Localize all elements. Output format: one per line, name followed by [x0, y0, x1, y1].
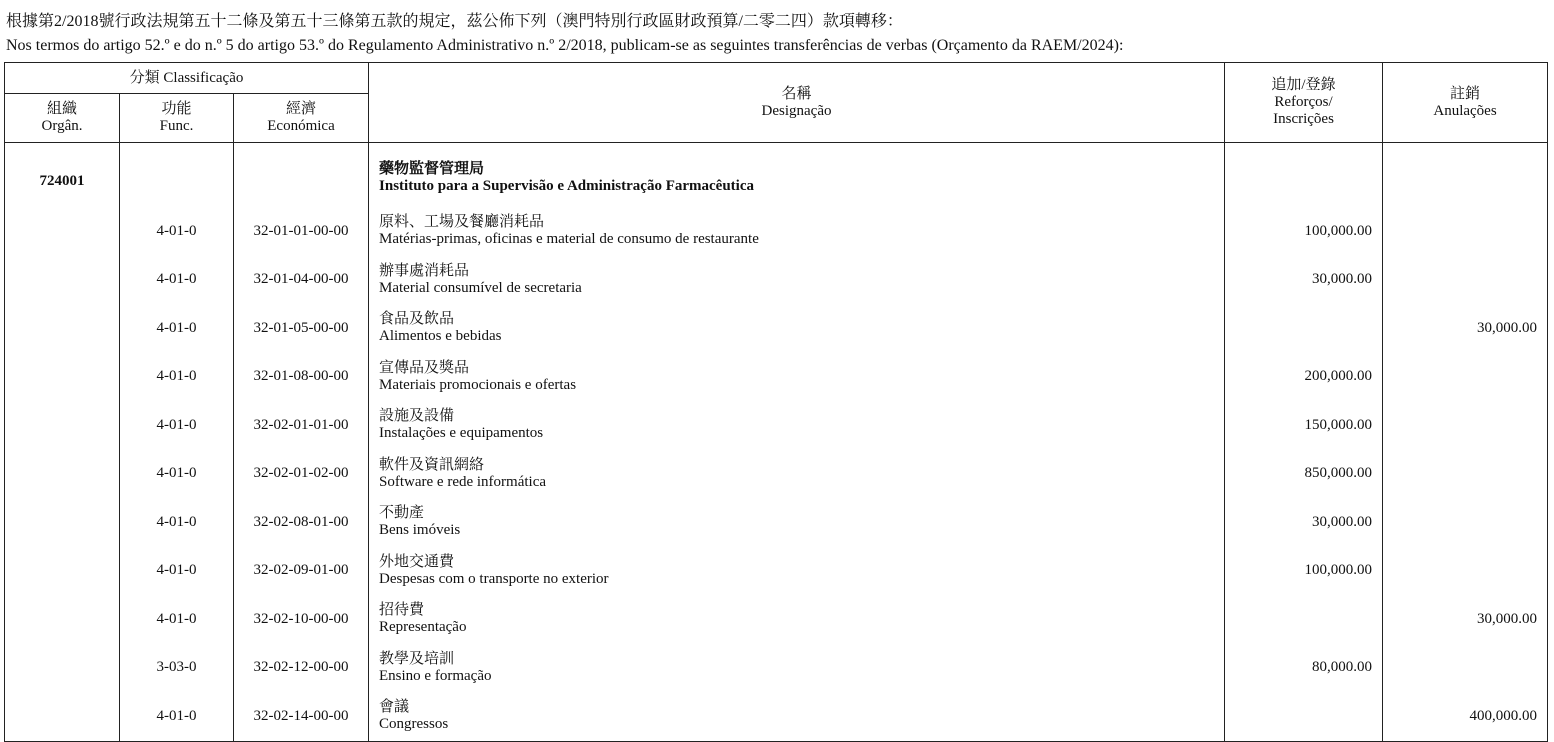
funcional-code: 4-01-0: [120, 353, 234, 402]
header-funcional-zh: 功能: [161, 101, 192, 117]
designacao-cell: [369, 692, 1225, 741]
designacao-pt: Material consumível de secretaria: [379, 279, 582, 296]
header-classificacao: 分類 Classificação: [5, 63, 369, 94]
table-row: [5, 644, 1548, 693]
header-reforcos-zh: 追加/登錄: [1271, 77, 1336, 93]
reforco-amount: 30,000.00: [1225, 498, 1383, 547]
organica-cell: [5, 401, 120, 450]
intro-text-portuguese: Nos termos do artigo 52.º e do n.º 5 do artigo 53.º do Regulamento Administrativo n.º 2/2018, publicam-se as seguintes transferências de verbas (Orçamento da RAEM/2024):: [6, 37, 1124, 54]
header-economica-zh: 經濟: [286, 101, 317, 117]
reforco-amount: [1225, 595, 1383, 644]
funcional-code: 4-01-0: [120, 256, 234, 305]
table-row: [5, 401, 1548, 450]
table-row: [5, 450, 1548, 499]
economica-code: 32-01-08-00-00: [234, 353, 369, 402]
anulacao-amount: [1383, 207, 1548, 256]
header-reforcos: [1225, 63, 1383, 143]
organism-row: [5, 143, 1548, 208]
header-designacao: [369, 63, 1225, 143]
anulacao-amount: [1383, 401, 1548, 450]
funcional-code: 4-01-0: [120, 207, 234, 256]
header-row-top: [5, 63, 1548, 94]
funcional-code: 4-01-0: [120, 547, 234, 596]
header-anulacoes-zh: 註銷: [1450, 85, 1481, 102]
organica-cell: [5, 207, 120, 256]
designacao-pt: Alimentos e bebidas: [379, 328, 502, 345]
economica-code: 32-02-09-01-00: [234, 547, 369, 596]
table-row: [5, 304, 1548, 353]
funcional-code: 4-01-0: [120, 595, 234, 644]
reforco-amount: 100,000.00: [1225, 547, 1383, 596]
header-anulacoes: [1383, 63, 1548, 143]
header-organica-pt: Orgân.: [41, 118, 83, 134]
funcional-code: 4-01-0: [120, 692, 234, 741]
organism-code: 724001: [5, 143, 120, 208]
economica-code: 32-01-01-00-00: [234, 207, 369, 256]
designacao-cell: [369, 644, 1225, 693]
table-row: [5, 207, 1548, 256]
organica-cell: [5, 547, 120, 596]
header-reforcos-pt1: Reforços/: [1274, 94, 1333, 110]
reforco-amount: 150,000.00: [1225, 401, 1383, 450]
funcional-code: 4-01-0: [120, 450, 234, 499]
table-row: [5, 595, 1548, 644]
reforco-amount: 80,000.00: [1225, 644, 1383, 693]
economica-code: 32-01-05-00-00: [234, 304, 369, 353]
header-funcional: [120, 94, 234, 143]
designacao-cell: [369, 353, 1225, 402]
designacao-zh: 食品及飲品: [379, 311, 455, 328]
designacao-cell: [369, 256, 1225, 305]
header-reforcos-pt2: Inscrições: [1273, 111, 1334, 127]
economica-code: 32-02-01-01-00: [234, 401, 369, 450]
organism-name-zh: 藥物監督管理局: [379, 161, 485, 177]
header-economica-pt: Económica: [267, 118, 335, 134]
organism-name-pt: Instituto para a Supervisão e Administração Farmacêutica: [379, 178, 754, 194]
anulacao-amount: [1383, 547, 1548, 596]
designacao-zh: 辦事處消耗品: [379, 262, 470, 279]
reforco-amount: [1225, 692, 1383, 741]
designacao-zh: 軟件及資訊網絡: [379, 456, 485, 473]
anulacao-amount: 30,000.00: [1383, 595, 1548, 644]
organism-anulacao-empty: [1383, 143, 1548, 208]
organism-econ-empty: [234, 143, 369, 208]
table-row: [5, 692, 1548, 741]
header-funcional-pt: Func.: [159, 118, 194, 134]
designacao-pt: Software e rede informática: [379, 473, 547, 490]
economica-code: 32-02-01-02-00: [234, 450, 369, 499]
designacao-pt: Matérias-primas, oficinas e material de consumo de restaurante: [379, 231, 759, 248]
header-designacao-zh: 名稱: [781, 85, 812, 102]
designacao-pt: Instalações e equipamentos: [379, 425, 544, 442]
designacao-cell: [369, 498, 1225, 547]
reforco-amount: 850,000.00: [1225, 450, 1383, 499]
designacao-zh: 原料、工場及餐廳消耗品: [379, 214, 545, 231]
funcional-code: 4-01-0: [120, 304, 234, 353]
designacao-zh: 招待費: [379, 602, 425, 619]
organica-cell: [5, 595, 120, 644]
designacao-cell: [369, 595, 1225, 644]
designacao-pt: Materiais promocionais e ofertas: [379, 376, 577, 393]
designacao-pt: Despesas com o transporte no exterior: [379, 570, 609, 587]
designacao-zh: 會議: [379, 699, 410, 716]
intro-text-chinese: 根據第2/2018號行政法規第五十二條及第五十三條第五款的規定，茲公佈下列（澳門特別行政區財政預算/二零二四）款項轉移：: [6, 13, 903, 30]
designacao-zh: 外地交通費: [379, 553, 455, 570]
designacao-pt: Representação: [379, 619, 467, 636]
table-row: [5, 353, 1548, 402]
header-anulacoes-pt: Anulações: [1433, 102, 1497, 119]
funcional-code: 4-01-0: [120, 401, 234, 450]
designacao-cell: [369, 401, 1225, 450]
header-organica-zh: 組織: [46, 101, 77, 117]
anulacao-amount: [1383, 450, 1548, 499]
organica-cell: [5, 498, 120, 547]
organism-reforco-empty: [1225, 143, 1383, 208]
anulacao-amount: [1383, 644, 1548, 693]
designacao-zh: 不動產: [379, 505, 425, 522]
designacao-cell: [369, 547, 1225, 596]
designacao-cell: [369, 304, 1225, 353]
designacao-pt: Bens imóveis: [379, 522, 461, 539]
reforco-amount: [1225, 304, 1383, 353]
designacao-cell: [369, 207, 1225, 256]
economica-code: 32-02-08-01-00: [234, 498, 369, 547]
header-organica: [5, 94, 120, 143]
organica-cell: [5, 353, 120, 402]
reforco-amount: 100,000.00: [1225, 207, 1383, 256]
economica-code: 32-02-12-00-00: [234, 644, 369, 693]
designacao-cell: [369, 450, 1225, 499]
economica-code: 32-01-04-00-00: [234, 256, 369, 305]
reforco-amount: 200,000.00: [1225, 353, 1383, 402]
anulacao-amount: [1383, 353, 1548, 402]
header-economica: [234, 94, 369, 143]
organism-func-empty: [120, 143, 234, 208]
designacao-zh: 教學及培訓: [379, 650, 455, 667]
table-row: [5, 498, 1548, 547]
anulacao-amount: [1383, 256, 1548, 305]
organica-cell: [5, 304, 120, 353]
organica-cell: [5, 256, 120, 305]
organism-name: [369, 143, 1225, 208]
table-row: [5, 256, 1548, 305]
economica-code: 32-02-10-00-00: [234, 595, 369, 644]
economica-code: 32-02-14-00-00: [234, 692, 369, 741]
anulacao-amount: 400,000.00: [1383, 692, 1548, 741]
anulacao-amount: 30,000.00: [1383, 304, 1548, 353]
designacao-pt: Ensino e formação: [379, 667, 492, 684]
funcional-code: 4-01-0: [120, 498, 234, 547]
anulacao-amount: [1383, 498, 1548, 547]
designacao-zh: 宣傳品及獎品: [379, 359, 470, 376]
table-row: [5, 547, 1548, 596]
budget-transfer-table: [4, 62, 1548, 742]
reforco-amount: 30,000.00: [1225, 256, 1383, 305]
organica-cell: [5, 692, 120, 741]
designacao-zh: 設施及設備: [379, 408, 455, 425]
organica-cell: [5, 644, 120, 693]
organica-cell: [5, 450, 120, 499]
header-designacao-pt: Designação: [761, 102, 832, 119]
funcional-code: 3-03-0: [120, 644, 234, 693]
designacao-pt: Congressos: [379, 716, 449, 733]
